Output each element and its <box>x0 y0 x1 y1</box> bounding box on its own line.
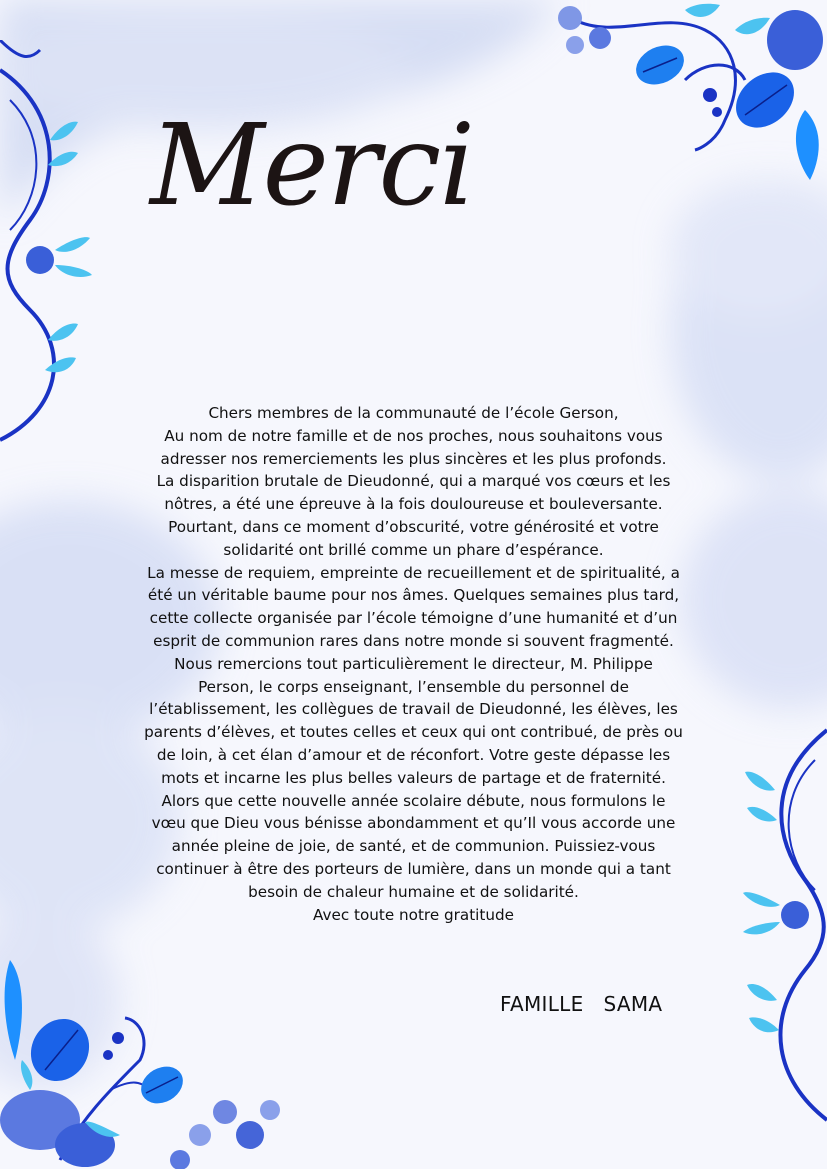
letter-line: vœu que Dieu vous bénisse abondamment et qu’Il vous accorde une <box>151 814 676 833</box>
letter-line: La messe de requiem, empreinte de recueillement et de spiritualité, a <box>147 563 680 582</box>
letter-line: nôtres, a été une épreuve à la fois douloureuse et bouleversante. <box>164 495 663 514</box>
signature: FAMILLE SAMA <box>500 992 663 1016</box>
letter-line: mots et incarne les plus belles valeurs de partage et de fraternité. <box>161 768 666 787</box>
letter-line: Alors que cette nouvelle année scolaire débute, nous formulons le <box>161 791 666 810</box>
letter-line: année pleine de joie, de santé, et de communion. Puissiez-vous <box>171 837 656 856</box>
letter-line: besoin de chaleur humaine et de solidarité. <box>248 882 579 901</box>
floral-corner-bottom-left <box>0 960 300 1169</box>
floral-corner-top-right <box>535 0 827 190</box>
letter-line: continuer à être des porteurs de lumière, dans un monde qui a tant <box>156 859 671 878</box>
letter-line: Nous remercions tout particulièrement le directeur, M. Philippe <box>174 654 653 673</box>
letter-line: cette collecte organisée par l’école témoigne d’une humanité et d’un <box>149 609 678 628</box>
letter-line: Chers membres de la communauté de l’école Gerson, <box>208 404 619 422</box>
letter-line: Person, le corps enseignant, l’ensemble du personnel de <box>198 677 629 696</box>
floral-vine-right <box>735 690 827 1130</box>
letter-line: adresser nos remerciements les plus sincères et les plus profonds. <box>160 449 667 468</box>
letter-line: Pourtant, dans ce moment d’obscurité, votre générosité et votre <box>168 517 659 536</box>
letter-line: été un véritable baume pour nos âmes. Quelques semaines plus tard, <box>147 586 680 605</box>
letter-line: solidarité ont brillé comme un phare d’espérance. <box>223 540 604 559</box>
letter-line: l’établissement, les collègues de travail de Dieudonné, les élèves, les <box>149 700 678 719</box>
letter-line: esprit de communion rares dans notre monde si souvent fragmenté. <box>153 631 674 650</box>
letter-line: de loin, à cet élan d’amour et de réconfort. Votre geste dépasse les <box>156 745 671 764</box>
letter-line: La disparition brutale de Dieudonné, qui a marqué vos cœurs et les <box>156 472 671 491</box>
letter-line: Avec toute notre gratitude <box>313 905 514 924</box>
floral-vine-left <box>0 40 100 460</box>
letter-body <box>130 402 697 926</box>
letter-line: Au nom de notre famille et de nos proches, nous souhaitons vous <box>164 426 663 445</box>
letter-line: parents d’élèves, et toutes celles et ceux qui ont contribué, de près ou <box>144 723 683 742</box>
page-title: Merci <box>150 101 474 231</box>
